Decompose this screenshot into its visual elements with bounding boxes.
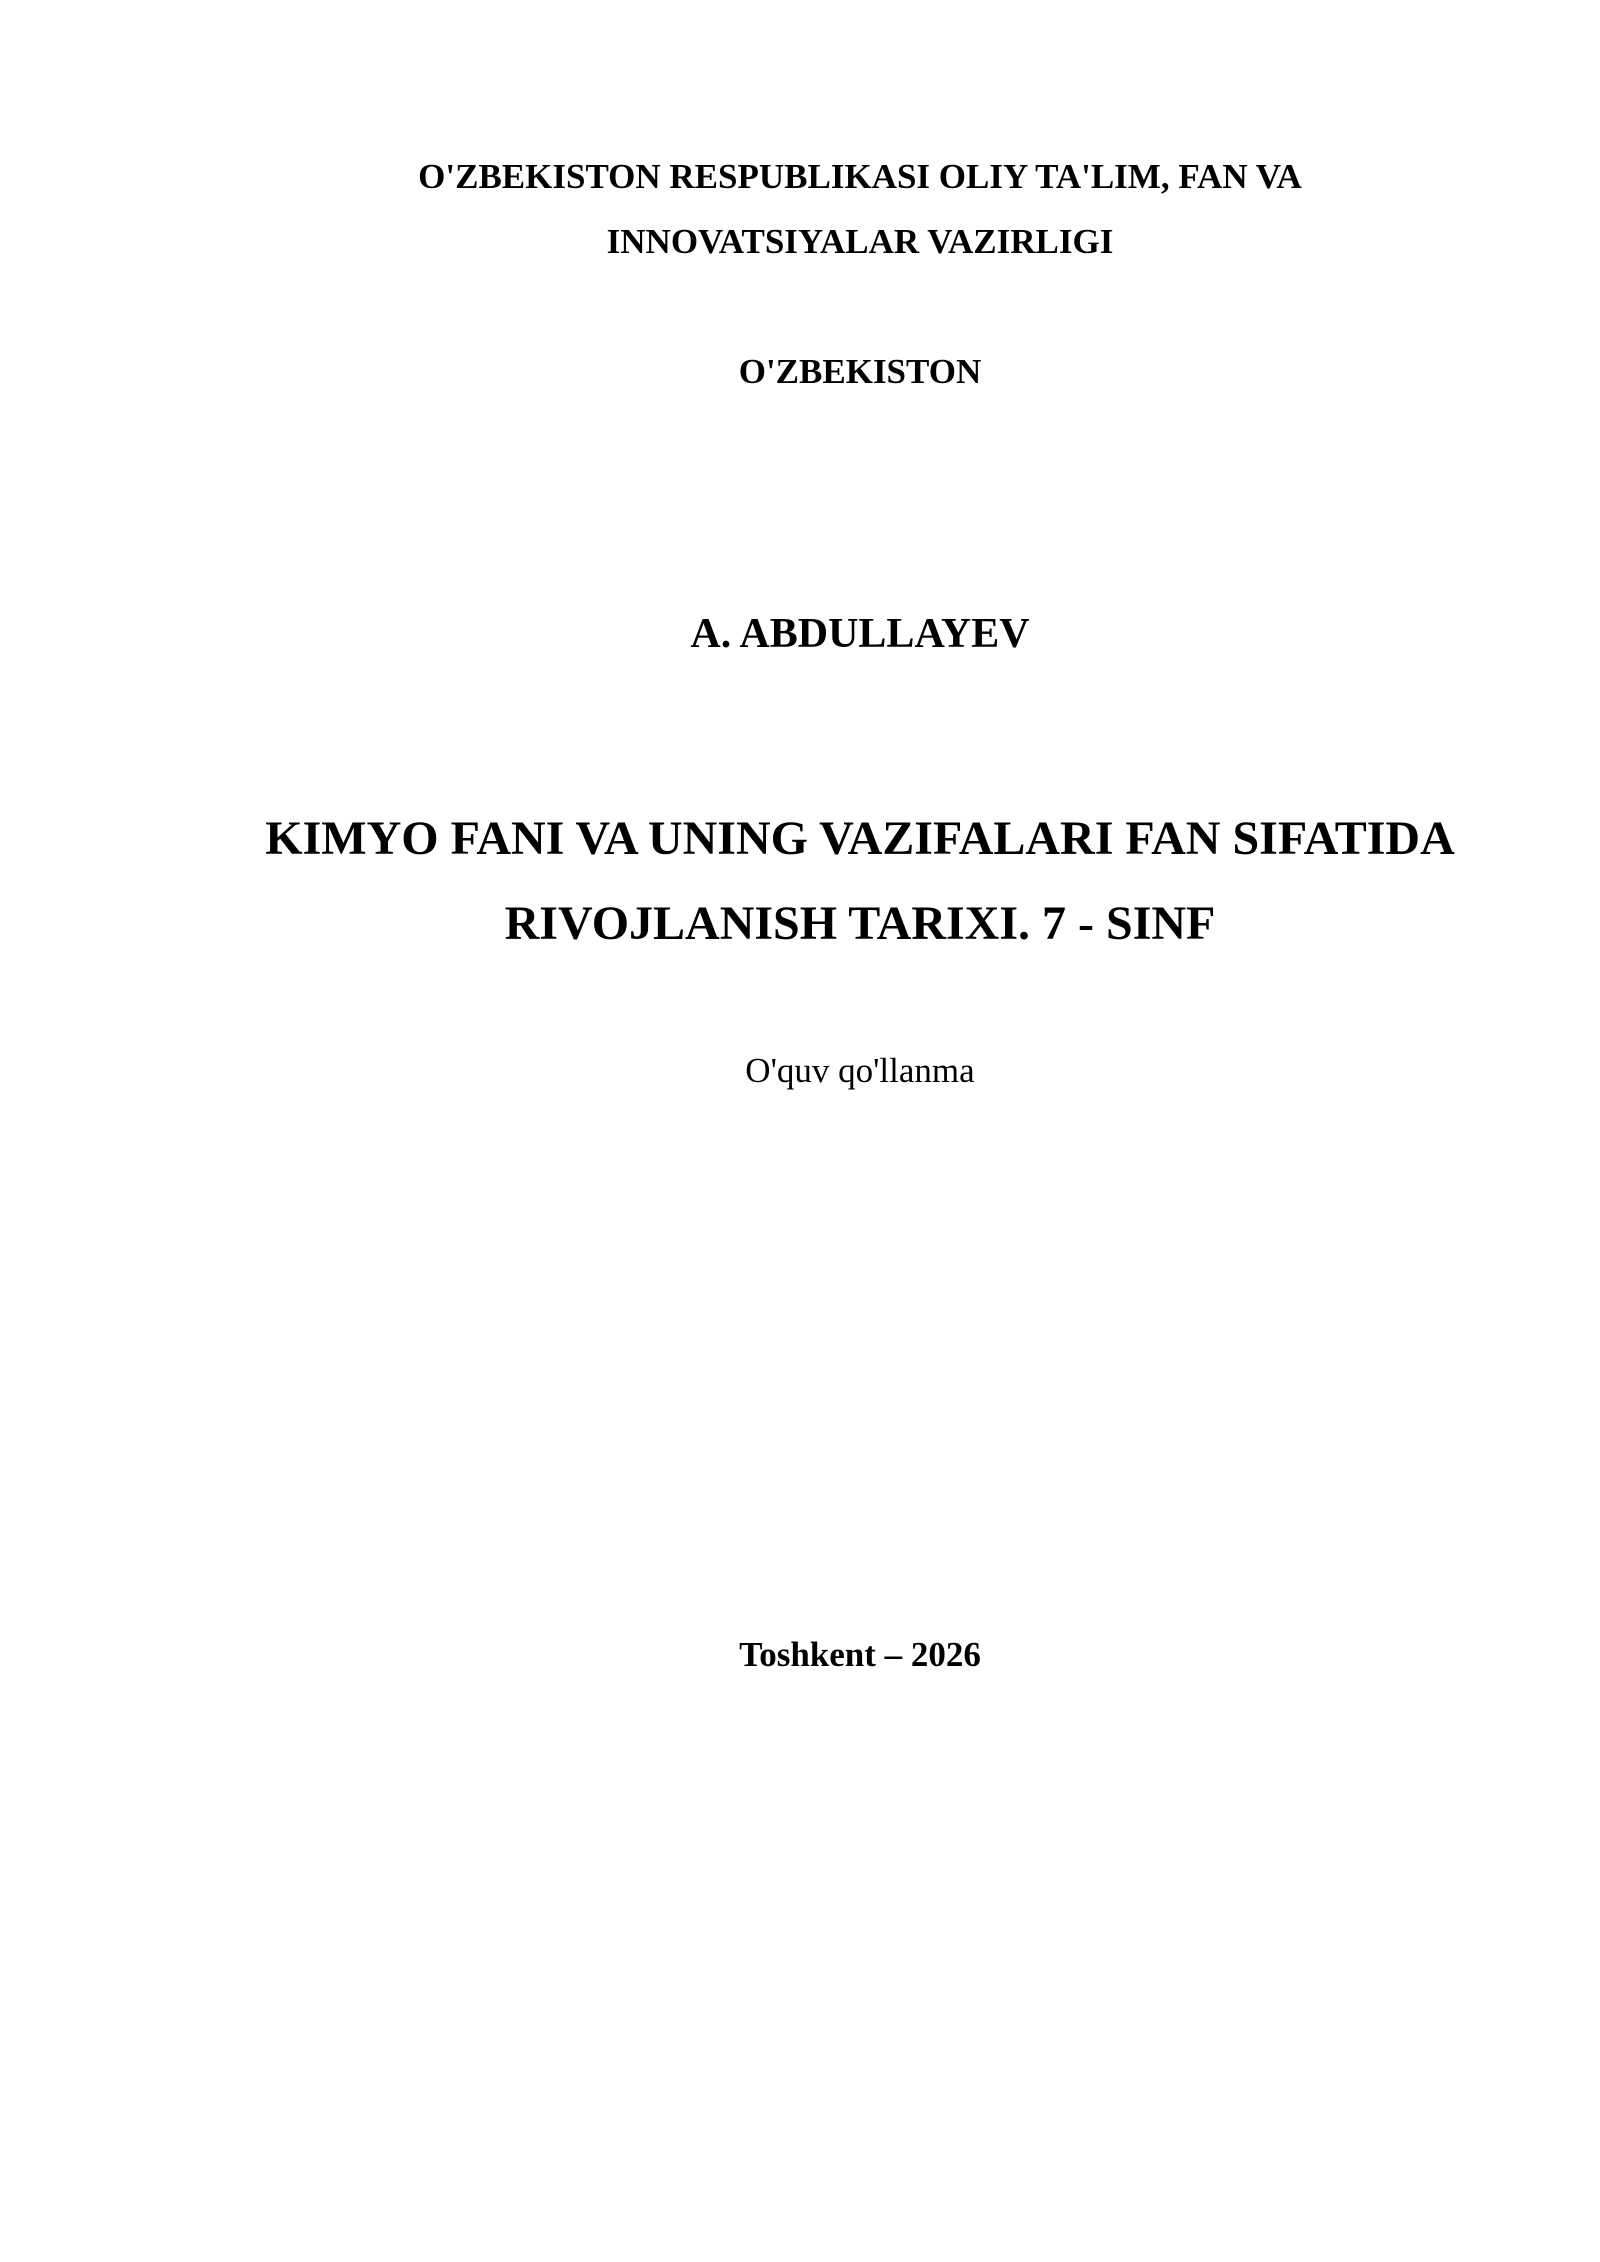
title-line-1: KIMYO FANI VA UNING VAZIFALARI FAN SIFATIDA (265, 812, 1455, 865)
document-type: O'quv qo'llanma (745, 1051, 975, 1090)
place-and-year: Toshkent – 2026 (739, 1635, 981, 1674)
title-line-2: RIVOJLANISH TARIXI. 7 - SINF (504, 897, 1216, 950)
ministry-line-2: INNOVATSIYALAR VAZIRLIGI (606, 222, 1114, 261)
country-name: O'ZBEKISTON (738, 352, 982, 391)
ministry-line-1: O'ZBEKISTON RESPUBLIKASI OLIY TA'LIM, FAN VA (418, 157, 1302, 196)
author-name: A. ABDULLAYEV (690, 611, 1030, 657)
